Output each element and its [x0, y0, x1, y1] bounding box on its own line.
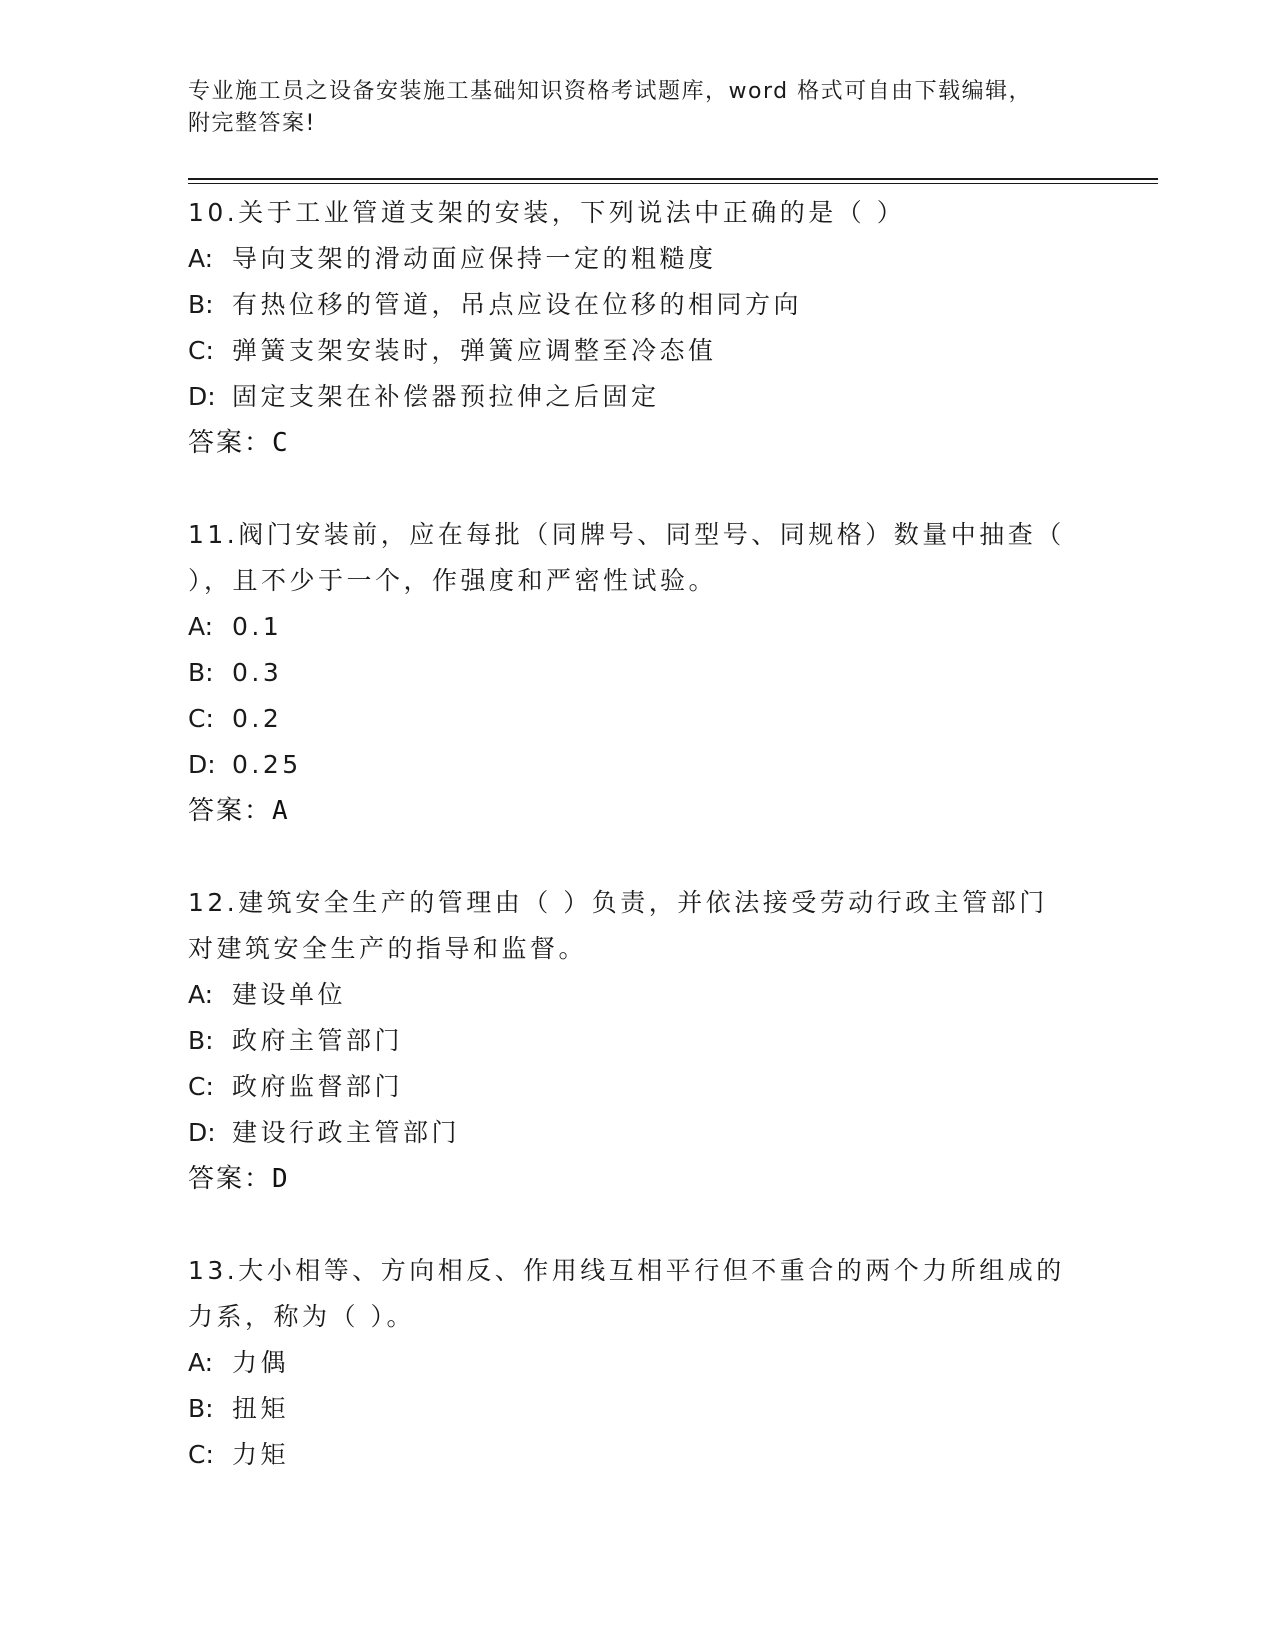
option-text: 0.25 — [232, 750, 302, 779]
question-stem: 11.阀门安装前，应在每批（同牌号、同型号、同规格）数量中抽查（ — [188, 520, 1065, 549]
option-text: 力偶 — [232, 1348, 290, 1377]
option-letter: B: — [188, 290, 214, 319]
option-row — [188, 1340, 1088, 1386]
option-letter: B: — [188, 1026, 214, 1055]
option-letter: A: — [188, 980, 214, 1009]
option-row — [188, 650, 1088, 696]
option-text: 弹簧支架安装时，弹簧应调整至冷态值 — [232, 336, 717, 365]
header-divider-thick — [188, 178, 1158, 180]
header-divider-thin — [188, 183, 1158, 184]
answer-row — [188, 1156, 1088, 1202]
question-item — [188, 190, 1088, 466]
question-stem: 13.大小相等、方向相反、作用线互相平行但不重合的两个力所组成的 — [188, 1256, 1065, 1285]
header-title-line-2: 附完整答案! — [188, 111, 316, 136]
option-letter: C: — [188, 1440, 214, 1469]
option-letter: A: — [188, 1348, 214, 1377]
option-letter: D: — [188, 1118, 216, 1147]
question-item — [188, 880, 1088, 1202]
answer-label: 答案： — [188, 1164, 273, 1194]
option-letter: D: — [188, 750, 216, 779]
option-text: 建设单位 — [232, 980, 347, 1009]
option-letter: A: — [188, 612, 214, 641]
option-text: 0.1 — [232, 612, 283, 641]
option-row — [188, 972, 1088, 1018]
option-letter: C: — [188, 1072, 214, 1101]
option-text: 政府监督部门 — [232, 1072, 404, 1101]
option-letter: B: — [188, 1394, 214, 1423]
option-row — [188, 282, 1088, 328]
option-row — [188, 742, 1088, 788]
option-letter: D: — [188, 382, 216, 411]
option-row — [188, 328, 1088, 374]
answer-row — [188, 420, 1088, 466]
option-row — [188, 1110, 1088, 1156]
option-text: 导向支架的滑动面应保持一定的粗糙度 — [232, 244, 717, 273]
option-text: 有热位移的管道，吊点应设在位移的相同方向 — [232, 290, 803, 319]
answer-label: 答案： — [188, 428, 273, 458]
document-header — [188, 76, 1078, 140]
option-row — [188, 374, 1088, 420]
option-row — [188, 696, 1088, 742]
option-text: 固定支架在补偿器预拉伸之后固定 — [232, 382, 660, 411]
question-stem: 对建筑安全生产的指导和监督。 — [188, 934, 588, 963]
option-row — [188, 1386, 1088, 1432]
option-letter: A: — [188, 244, 214, 273]
option-letter: C: — [188, 704, 214, 733]
option-text: 政府主管部门 — [232, 1026, 404, 1055]
option-text: 扭矩 — [232, 1394, 290, 1423]
option-letter: C: — [188, 336, 214, 365]
answer-label: 答案： — [188, 796, 273, 826]
option-letter: B: — [188, 658, 214, 687]
option-row — [188, 604, 1088, 650]
question-stem: 12.建筑安全生产的管理由（ ）负责，并依法接受劳动行政主管部门 — [188, 888, 1048, 917]
answer-value: C — [272, 428, 288, 458]
question-item — [188, 1248, 1088, 1478]
question-item — [188, 512, 1088, 834]
option-text: 0.3 — [232, 658, 283, 687]
option-row — [188, 236, 1088, 282]
option-text: 0.2 — [232, 704, 283, 733]
answer-row — [188, 788, 1088, 834]
option-row — [188, 1064, 1088, 1110]
question-stem: 力系，称为（ ）。 — [188, 1302, 415, 1331]
question-list — [188, 190, 1088, 1478]
option-row — [188, 1018, 1088, 1064]
header-title-line-1: 专业施工员之设备安装施工基础知识资格考试题库，word 格式可自由下载编辑， — [188, 79, 1033, 104]
question-stem: 10.关于工业管道支架的安装，下列说法中正确的是（ ） — [188, 198, 906, 227]
option-row — [188, 1432, 1088, 1478]
answer-value: D — [272, 1164, 288, 1194]
option-text: 力矩 — [232, 1440, 290, 1469]
option-text: 建设行政主管部门 — [232, 1118, 461, 1147]
answer-value: A — [272, 796, 288, 826]
question-stem: ），且不少于一个，作强度和严密性试验。 — [188, 566, 718, 595]
